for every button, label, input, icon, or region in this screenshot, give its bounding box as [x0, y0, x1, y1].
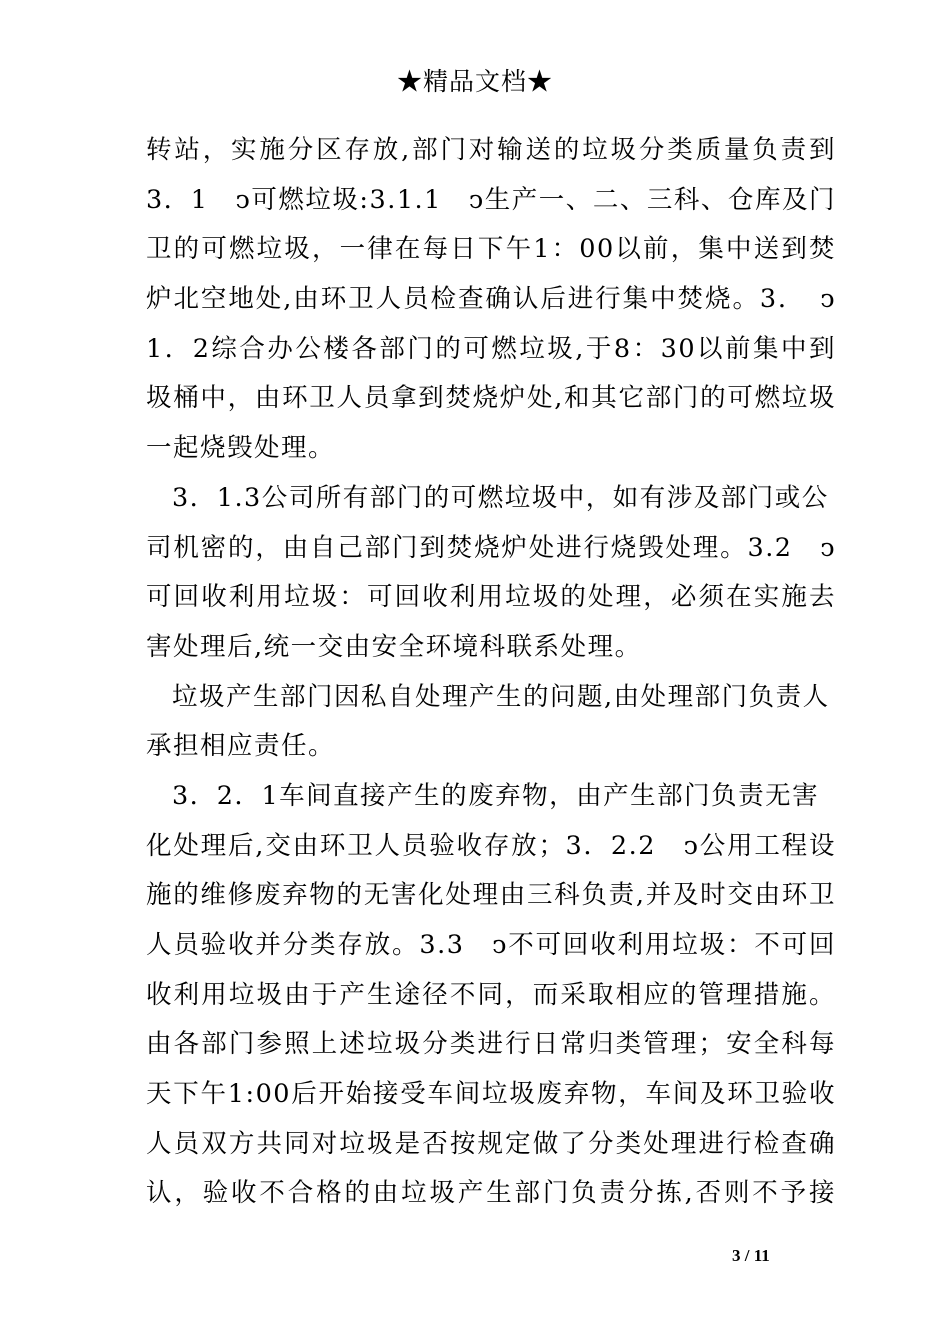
text-line: 人员双方共同对垃圾是否按规定做了分类处理进行检查确	[146, 1128, 836, 1159]
text-line: 人员验收并分类存放。3.3 ↄ不可回收利用垃圾：不可回	[146, 930, 836, 960]
text-line: 3．2．1车间直接产生的废弃物，由产生部门负责无害	[172, 780, 820, 811]
text-line: 天下午1:00后开始接受车间垃圾废弃物，车间及环卫验收	[146, 1079, 836, 1110]
document-body	[146, 126, 836, 1219]
text-line: 炉北空地处,由环卫人员检查确认后进行集中焚烧。3． ↄ	[146, 284, 836, 315]
text-line: 司机密的，由自己部门到焚烧炉处进行烧毁处理。3.2 ↄ	[146, 532, 836, 563]
text-line: 圾桶中，由环卫人员拿到焚烧炉处,和其它部门的可燃垃圾	[146, 383, 836, 414]
text-line: 收利用垃圾由于产生途径不同，而采取相应的管理措施。	[146, 979, 836, 1010]
text-line: 认，验收不合格的由垃圾产生部门负责分拣,否则不予接	[146, 1178, 836, 1209]
text-line: 承担相应责任。	[146, 731, 336, 762]
text-line: 垃圾产生部门因私自处理产生的问题,由处理部门负责人	[172, 681, 830, 712]
text-line: 施的维修废弃物的无害化处理由三科负责,并及时交由环卫	[146, 880, 836, 911]
text-line: 可回收利用垃圾：可回收利用垃圾的处理，必须在实施去	[146, 582, 836, 613]
text-line: 一起烧毁处理。	[146, 433, 336, 464]
text-line: 害处理后,统一交由安全环境科联系处理。	[146, 631, 642, 662]
text-line: 转站，实施分区存放,部门对输送的垃圾分类质量负责到	[146, 135, 836, 165]
page-number: 3 / 11	[732, 1246, 770, 1265]
text-line: 化处理后,交由环卫人员验收存放；3．2.2 ↄ公用工程设	[146, 830, 836, 861]
document-header-title: ★精品文档★	[396, 67, 553, 96]
text-line: 3．1 ↄ可燃垃圾:3.1.1 ↄ生产一、二、三科、仓库及门	[146, 184, 836, 215]
text-line: 由各部门参照上述垃圾分类进行日常归类管理；安全科每	[146, 1029, 836, 1060]
text-line: 3．1.3公司所有部门的可燃垃圾中，如有涉及部门或公	[172, 482, 829, 513]
text-line: 卫的可燃垃圾，一律在每日下午1：00以前，集中送到焚	[146, 234, 836, 265]
text-line: 1．2综合办公楼各部门的可燃垃圾,于8：30以前集中到	[146, 333, 836, 364]
